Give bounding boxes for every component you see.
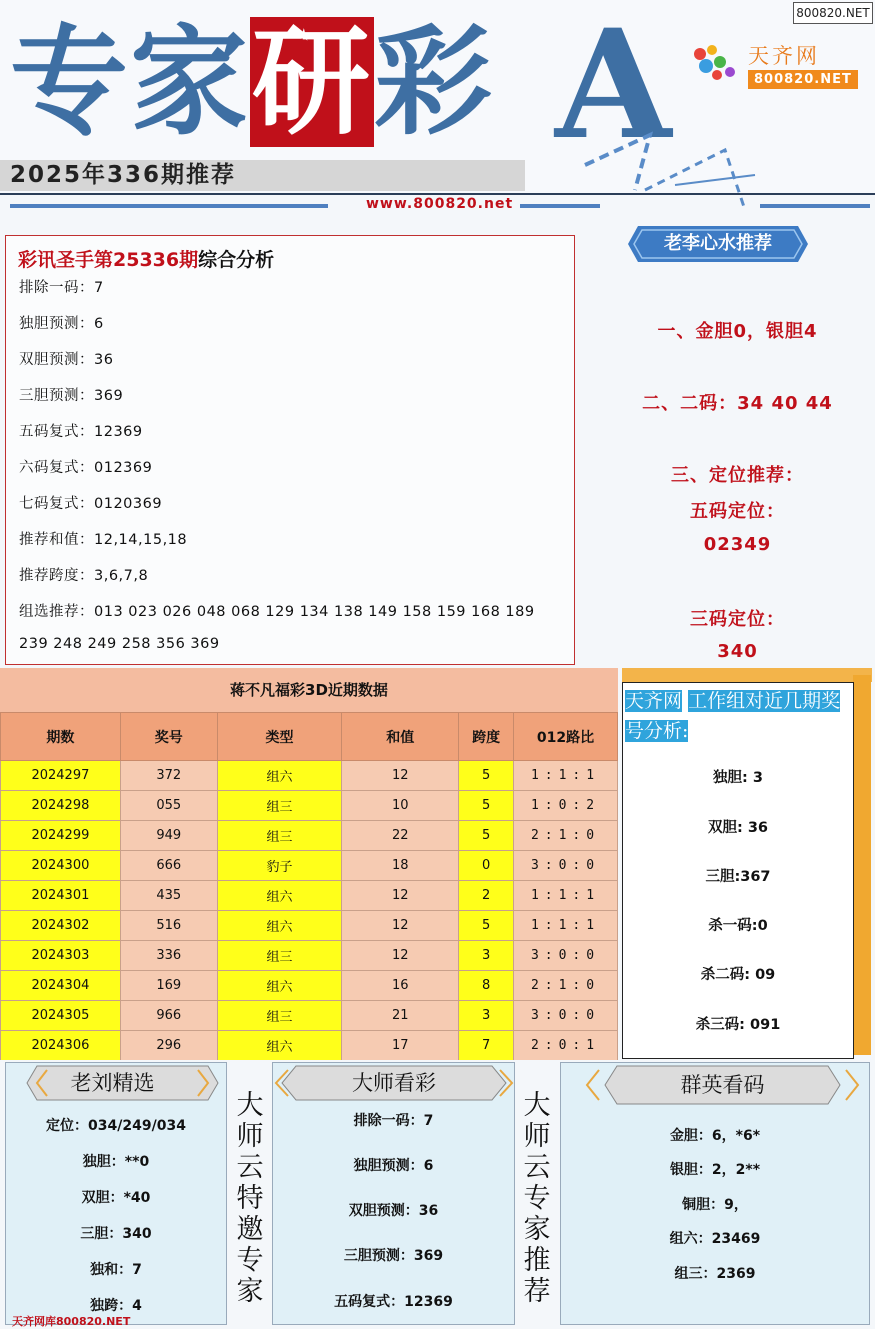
table-cell: 2024303 xyxy=(1,941,121,971)
column-header: 跨度 xyxy=(459,713,514,761)
table-cell: 1:1:1 xyxy=(514,911,618,941)
analysis-line: 239 248 249 258 356 369 xyxy=(19,636,220,652)
column-header: 奖号 xyxy=(120,713,217,761)
column-header: 类型 xyxy=(217,713,342,761)
table-cell: 2024306 xyxy=(1,1031,121,1061)
table-cell: 8 xyxy=(459,971,514,1001)
table-cell: 2024302 xyxy=(1,911,121,941)
table-cell: 966 xyxy=(120,1001,217,1031)
analysis-line: 五码复式：12369 xyxy=(19,424,143,440)
table-cell: 3:0:0 xyxy=(514,851,618,881)
data-table-title: 蒋不凡福彩3D近期数据 xyxy=(230,681,388,699)
table-cell: 516 xyxy=(120,911,217,941)
table-row xyxy=(1,1001,618,1031)
table-row xyxy=(1,941,618,971)
table-cell: 组六 xyxy=(217,881,342,911)
panel-line: 双胆：*40 xyxy=(81,1190,151,1206)
table-cell: 2024304 xyxy=(1,971,121,1001)
analysis-card-line: 双胆: 36 xyxy=(707,820,769,836)
recommend-line: 02349 xyxy=(703,534,772,555)
panel-line: 三胆预测：369 xyxy=(343,1248,444,1264)
table-header-row xyxy=(1,713,618,761)
page-title-red-char: 研 xyxy=(252,12,373,151)
decorative-arrows-icon xyxy=(575,130,875,230)
table-cell: 16 xyxy=(342,971,459,1001)
analysis-title: 彩讯圣手第25336期综合分析 xyxy=(18,249,275,271)
table-cell: 2:0:1 xyxy=(514,1031,618,1061)
table-cell: 组六 xyxy=(217,911,342,941)
footer-watermark: 天齐网库800820.NET xyxy=(12,1315,131,1328)
column-header: 012路比 xyxy=(514,713,618,761)
analysis-line: 独胆预测：6 xyxy=(19,316,104,332)
analysis-card-line: 杀一码:0 xyxy=(708,918,768,934)
panel-line: 定位：034/249/034 xyxy=(46,1118,186,1134)
table-row xyxy=(1,881,618,911)
recommend-line: 340 xyxy=(717,641,758,662)
recommend-line: 二、二码：34 40 44 xyxy=(642,393,833,414)
page-title-letter: A xyxy=(555,0,672,173)
analysis-card-line: 独胆: 3 xyxy=(713,770,763,786)
table-cell: 5 xyxy=(459,761,514,791)
table-cell: 5 xyxy=(459,791,514,821)
panel-liu-tag: 老刘精选 xyxy=(70,1071,155,1095)
vertical-caption-2: 大 师 云 专 家 推 荐 xyxy=(523,1090,551,1307)
analysis-card-line: 杀三码: 091 xyxy=(695,1017,781,1033)
analysis-line: 双胆预测：36 xyxy=(19,352,114,368)
table-cell: 372 xyxy=(120,761,217,791)
table-cell: 2024297 xyxy=(1,761,121,791)
table-cell: 435 xyxy=(120,881,217,911)
table-cell: 5 xyxy=(459,911,514,941)
recommend-line: 五码定位： xyxy=(690,501,785,522)
table-row xyxy=(1,761,618,791)
table-cell: 组三 xyxy=(217,791,342,821)
analysis-card-top xyxy=(622,668,872,682)
column-header: 期数 xyxy=(1,713,121,761)
panel-line: 排除一码：7 xyxy=(353,1113,434,1129)
recommend-badge: 老李心水推荐 xyxy=(664,233,772,254)
panel-line: 独胆：**0 xyxy=(82,1154,150,1170)
analysis-line: 六码复式：012369 xyxy=(19,460,153,476)
data-table xyxy=(0,712,618,1061)
table-cell: 7 xyxy=(459,1031,514,1061)
table-cell: 2024305 xyxy=(1,1001,121,1031)
analysis-line: 三胆预测：369 xyxy=(19,388,124,404)
logo-icon xyxy=(690,42,740,82)
table-cell: 1:0:2 xyxy=(514,791,618,821)
table-cell: 18 xyxy=(342,851,459,881)
recommend-line: 一、金胆0，银胆4 xyxy=(657,321,818,342)
table-cell: 1:1:1 xyxy=(514,761,618,791)
table-cell: 10 xyxy=(342,791,459,821)
divider-accent xyxy=(520,204,600,208)
table-cell: 169 xyxy=(120,971,217,1001)
table-cell: 2 xyxy=(459,881,514,911)
analysis-line: 推荐和值：12,14,15,18 xyxy=(19,532,188,548)
table-cell: 22 xyxy=(342,821,459,851)
analysis-line: 组选推荐：013 023 026 048 068 129 134 138 149 158 159 168 189 xyxy=(19,604,535,620)
table-cell: 2024299 xyxy=(1,821,121,851)
panel-line: 独胆预测：6 xyxy=(353,1158,434,1174)
table-row xyxy=(1,851,618,881)
table-cell: 296 xyxy=(120,1031,217,1061)
site-url[interactable]: www.800820.net xyxy=(366,196,514,212)
panel-line: 铜胆：9， xyxy=(682,1197,748,1213)
corner-watermark: 800820.NET xyxy=(793,2,873,24)
table-cell: 12 xyxy=(342,881,459,911)
analysis-card-line: 三胆:367 xyxy=(705,869,771,885)
panel-line: 三胆：340 xyxy=(80,1226,152,1242)
table-cell: 组六 xyxy=(217,761,342,791)
analysis-line: 推荐跨度：3,6,7,8 xyxy=(19,568,149,584)
panel-line: 银胆：2，2** xyxy=(669,1162,761,1178)
table-cell: 组三 xyxy=(217,821,342,851)
vertical-caption-1: 大 师 云 特 邀 专 家 xyxy=(236,1090,264,1307)
table-row xyxy=(1,821,618,851)
panel-line: 组六：23469 xyxy=(669,1231,761,1247)
table-cell: 5 xyxy=(459,821,514,851)
analysis-card-heading: 天齐网 工作组对近几期奖号分析: xyxy=(625,690,841,742)
header-divider xyxy=(0,193,875,195)
panel-crowd-tag: 群英看码 xyxy=(680,1073,765,1097)
table-cell: 949 xyxy=(120,821,217,851)
table-cell: 2024298 xyxy=(1,791,121,821)
period-title: 2025年336期推荐 xyxy=(10,162,237,188)
table-cell: 3:0:0 xyxy=(514,1001,618,1031)
table-cell: 组三 xyxy=(217,941,342,971)
divider-accent xyxy=(760,204,870,208)
table-cell: 豹子 xyxy=(217,851,342,881)
table-cell: 2024300 xyxy=(1,851,121,881)
table-cell: 336 xyxy=(120,941,217,971)
table-row xyxy=(1,911,618,941)
table-cell: 2:1:0 xyxy=(514,971,618,1001)
table-row xyxy=(1,1031,618,1061)
table-cell: 12 xyxy=(342,941,459,971)
analysis-card-line: 杀二码: 09 xyxy=(700,967,776,983)
table-cell: 1:1:1 xyxy=(514,881,618,911)
table-cell: 2:1:0 xyxy=(514,821,618,851)
panel-line: 独和：7 xyxy=(90,1262,142,1278)
recommend-line: 三、定位推荐： xyxy=(671,465,804,486)
analysis-line: 排除一码：7 xyxy=(19,280,104,296)
table-cell: 0 xyxy=(459,851,514,881)
table-cell: 21 xyxy=(342,1001,459,1031)
panel-line: 五码复式：12369 xyxy=(334,1294,453,1310)
table-cell: 666 xyxy=(120,851,217,881)
panel-line: 金胆：6，*6* xyxy=(669,1128,761,1144)
recommend-line: 三码定位： xyxy=(690,609,785,630)
analysis-card-side xyxy=(853,675,871,1055)
table-cell: 组三 xyxy=(217,1001,342,1031)
page-title: 专家研彩 xyxy=(10,12,495,151)
table-cell: 3 xyxy=(459,941,514,971)
logo-url: 800820.NET xyxy=(748,70,858,89)
panel-line: 组三：2369 xyxy=(674,1266,756,1282)
logo-name: 天齐网 xyxy=(748,44,820,68)
table-cell: 2024301 xyxy=(1,881,121,911)
table-cell: 组六 xyxy=(217,971,342,1001)
analysis-line: 七码复式：0120369 xyxy=(19,496,163,512)
divider-accent xyxy=(10,204,328,208)
table-row xyxy=(1,791,618,821)
table-cell: 055 xyxy=(120,791,217,821)
panel-master-tag: 大师看彩 xyxy=(352,1071,436,1095)
table-cell: 12 xyxy=(342,911,459,941)
table-cell: 12 xyxy=(342,761,459,791)
table-cell: 组六 xyxy=(217,1031,342,1061)
column-header: 和值 xyxy=(342,713,459,761)
panel-line: 独跨：4 xyxy=(90,1298,142,1314)
table-cell: 17 xyxy=(342,1031,459,1061)
table-cell: 3 xyxy=(459,1001,514,1031)
table-row xyxy=(1,971,618,1001)
panel-line: 双胆预测：36 xyxy=(348,1203,439,1219)
table-cell: 3:0:0 xyxy=(514,941,618,971)
